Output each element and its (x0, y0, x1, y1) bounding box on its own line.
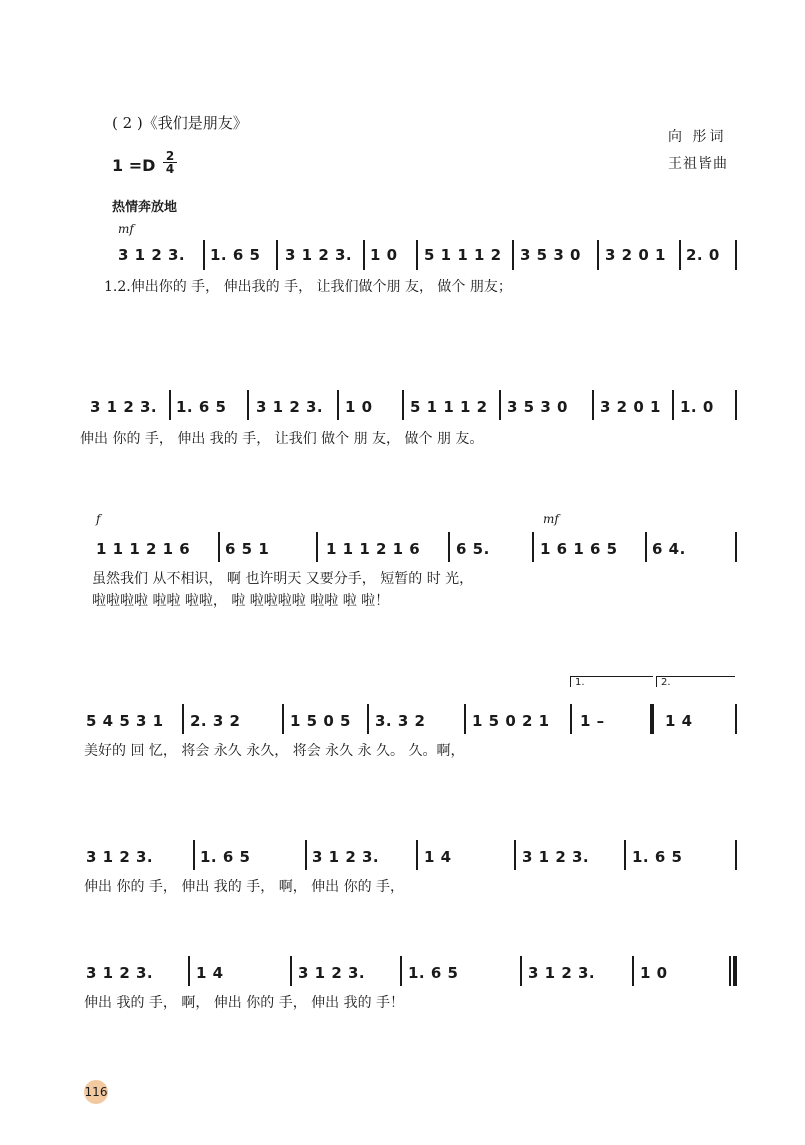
barline (735, 240, 737, 270)
barline (624, 840, 626, 870)
measure: 1 5 0 5 (290, 712, 351, 730)
measure: 2. 3 2 (190, 712, 241, 730)
measure: 3 1 2 3. (86, 964, 154, 982)
measure: 6 5 1 (225, 540, 270, 558)
barline (363, 240, 365, 270)
measure: 1 5 0 2 1 (472, 712, 550, 730)
volta-first-ending (570, 676, 653, 687)
barline (532, 532, 534, 562)
measure: 1. 6 5 (210, 246, 261, 264)
time-signature (163, 150, 177, 175)
barline (735, 840, 737, 870)
measure: 1. 6 5 (200, 848, 251, 866)
measure: 3 1 2 3. (522, 848, 590, 866)
measure: 3 2 0 1 (605, 246, 666, 264)
page-number: 116 (84, 1080, 108, 1104)
measure: 3 1 2 3. (312, 848, 380, 866)
barline (672, 390, 674, 420)
measure: 3 1 2 3. (86, 848, 154, 866)
measure: 1. 6 5 (632, 848, 683, 866)
lyrics-line: 伸出 你的 手， 伸出 我的 手， 啊， 伸出 你的 手， (84, 879, 405, 895)
barline (632, 956, 634, 986)
barline (735, 390, 737, 420)
measure: 1. 6 5 (408, 964, 459, 982)
barline (337, 390, 339, 420)
measure: 3. 3 2 (375, 712, 426, 730)
measure: 6 5. (456, 540, 490, 558)
dynamic-mf: mf (543, 512, 559, 526)
barline (218, 532, 220, 562)
measure: 5 1 1 1 2 (410, 398, 488, 416)
measure: 1. 0 (680, 398, 714, 416)
barline (182, 704, 184, 734)
barline (316, 532, 318, 562)
tempo-marking: 热情奔放地 (112, 200, 178, 215)
measure: 1. 6 5 (176, 398, 227, 416)
measure: 1 1 1 2 1 6 (326, 540, 421, 558)
barline (735, 532, 737, 562)
lyrics-line: 虽然我们 从不相识， 啊 也许明天 又要分手， 短暂的 时 光， (92, 571, 474, 587)
barline (514, 840, 516, 870)
measure: 5 1 1 1 2 (424, 246, 502, 264)
measure: 1 – (580, 712, 605, 730)
barline (247, 390, 249, 420)
barline (416, 240, 418, 270)
volta-second-ending (656, 676, 735, 687)
barline (402, 390, 404, 420)
measure: 1 4 (196, 964, 224, 982)
measure: 3 1 2 3. (118, 246, 186, 264)
barline (735, 704, 737, 734)
measure: 3 1 2 3. (528, 964, 596, 982)
barline (464, 704, 466, 734)
song-title: ( 2 )《我们是朋友》 (112, 114, 248, 132)
lyrics-line-alt: 啦啦啦啦 啦啦 啦啦， 啦 啦啦啦啦 啦啦 啦 啦！ (92, 593, 390, 609)
lyricist-credit: 向 彤词 (668, 129, 727, 145)
barline (282, 704, 284, 734)
measure: 1 0 (640, 964, 668, 982)
final-barline-thin (729, 956, 731, 986)
measure: 6 4. (652, 540, 686, 558)
volta-label: 2. (661, 677, 671, 688)
meter-numerator: 2 (163, 150, 177, 163)
barline (305, 840, 307, 870)
measure: 3 1 2 3. (285, 246, 353, 264)
barline (520, 956, 522, 986)
barline (400, 956, 402, 986)
barline (448, 532, 450, 562)
lyrics-line: 1.2.伸出你的 手， 伸出我的 手， 让我们做个朋 友， 做个 朋友； (104, 279, 512, 295)
repeat-barline (650, 704, 654, 734)
barline (290, 956, 292, 986)
barline (645, 532, 647, 562)
measure: 1 4 (665, 712, 693, 730)
meter-denominator: 4 (165, 162, 175, 176)
measure: 1 6 1 6 5 (540, 540, 618, 558)
barline (570, 704, 572, 734)
measure: 3 2 0 1 (600, 398, 661, 416)
barline (592, 390, 594, 420)
barline (276, 240, 278, 270)
dynamic-f: f (96, 512, 101, 526)
barline (367, 704, 369, 734)
measure: 3 1 2 3. (90, 398, 158, 416)
barline (193, 840, 195, 870)
barline (169, 390, 171, 420)
composer-credit: 王祖皆曲 (668, 156, 728, 172)
barline (203, 240, 205, 270)
barline (416, 840, 418, 870)
key-signature: 1 =D (112, 156, 156, 175)
barline (512, 240, 514, 270)
barline (597, 240, 599, 270)
measure: 3 1 2 3. (256, 398, 324, 416)
measure: 3 1 2 3. (298, 964, 366, 982)
dynamic-mf: mf (118, 222, 134, 236)
measure: 5 4 5 3 1 (86, 712, 164, 730)
measure: 3 5 3 0 (507, 398, 568, 416)
lyrics-line: 美好的 回 忆， 将会 永久 永久， 将会 永久 永 久。 久。啊， (84, 743, 465, 759)
lyrics-line: 伸出 你的 手， 伸出 我的 手， 让我们 做个 朋 友， 做个 朋 友。 (80, 431, 484, 447)
measure: 1 0 (345, 398, 373, 416)
final-barline-thick (733, 956, 737, 986)
volta-label: 1. (575, 677, 585, 688)
barline (679, 240, 681, 270)
measure: 3 5 3 0 (520, 246, 581, 264)
measure: 2. 0 (686, 246, 720, 264)
measure: 1 0 (370, 246, 398, 264)
measure: 1 1 1 2 1 6 (96, 540, 191, 558)
barline (499, 390, 501, 420)
lyrics-line: 伸出 我的 手， 啊， 伸出 你的 手， 伸出 我的 手！ (84, 995, 405, 1011)
barline (188, 956, 190, 986)
measure: 1 4 (424, 848, 452, 866)
